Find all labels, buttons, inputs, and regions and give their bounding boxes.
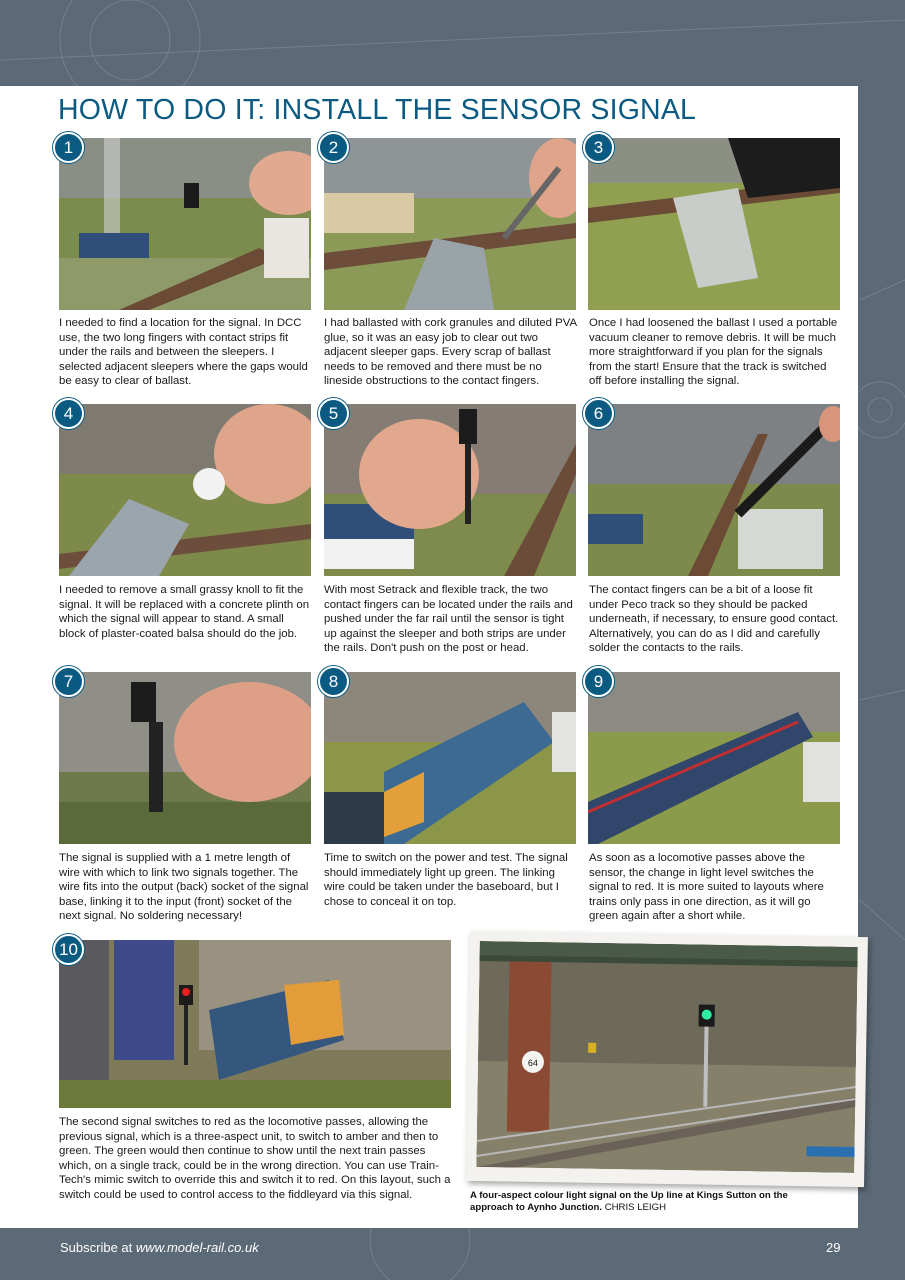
step-4-photo (59, 404, 311, 576)
step-8-photo (324, 672, 576, 844)
page-number: 29 (826, 1240, 841, 1255)
step-8-badge: 8 (318, 666, 349, 697)
step-2-badge: 2 (318, 132, 349, 163)
step-9-photo (588, 672, 840, 844)
prototype-photo-frame (466, 931, 868, 1187)
step-10-badge: 10 (53, 934, 84, 965)
step-4-caption: I needed to remove a small grassy knoll to fit the signal. It will be replaced with a concrete plinth on which the signal will appear to stand. A small block of plaster-coated balsa should do the job. (59, 584, 310, 640)
step-3-badge: 3 (583, 132, 614, 163)
step-3-caption: Once I had loosened the ballast I used a portable vacuum cleaner to remove debris. It will be much more straightforward if you plan for the signals from the start! Ensure that the track is switched off before installing the signal. (589, 317, 838, 388)
step-7-caption: The signal is supplied with a 1 metre length of wire with which to link two signals together. The wire fits into the output (back) socket of the signal base, linking it to the input (front) socket of the next signal. No soldering necessary! (59, 852, 309, 923)
step-6-badge: 6 (583, 398, 614, 429)
step-2-caption: I had ballasted with cork granules and diluted PVA glue, so it was an easy job to clear out two adjacent sleeper gaps. Every scrap of ballast needs to be removed and there must be no lineside obstructions to the contact fingers. (324, 317, 577, 388)
step-7-photo (59, 672, 311, 844)
step-1-badge: 1 (53, 132, 84, 163)
step-7-badge: 7 (53, 666, 84, 697)
step-5-caption: With most Setrack and flexible track, the two contact fingers can be located under the rails and pushed under the far rail until the sensor is tight up against the sleeper and both strips are under the rails. Don't push on the post or head. (324, 584, 573, 655)
footer-bar (0, 1228, 905, 1280)
step-6-photo (588, 404, 840, 576)
photo-credit: CHRIS LEIGH (604, 1202, 666, 1213)
step-4-badge: 4 (53, 398, 84, 429)
prototype-photo-caption (470, 1190, 830, 1214)
step-9-badge: 9 (583, 666, 614, 697)
step-5-badge: 5 (318, 398, 349, 429)
step-10-caption: The second signal switches to red as the locomotive passes, allowing the previous signal, which is a three-aspect unit, to switch to amber and then to green. The green would then continue to show until the next train passes which, on a single track, could be in the wrong direction. You can use Train-Tech's mimic switch to override this and switch it to red. On this layout, such a switch could be used to control access to the fiddleyard via this signal. (59, 1116, 451, 1201)
step-3-photo (588, 138, 840, 310)
step-5-photo (324, 404, 576, 576)
page-title: HOW TO DO IT: INSTALL THE SENSOR SIGNAL (58, 94, 697, 126)
caption-bold-text: A four-aspect colour light signal on the Up line at Kings Sutton on the approach to Aynho Junction. (470, 1190, 788, 1213)
step-8-caption: Time to switch on the power and test. The signal should immediately light up green. The linking wire could be taken under the baseboard, but I chose to conceal it on top. (324, 852, 568, 908)
footer-subscribe (60, 1240, 259, 1255)
step-6-caption: The contact fingers can be a bit of a loose fit under Peco track so they should be packed underneath, if necessary, to ensure good contact. Alternatively, you can do as I did and carefully solder the contacts to the rails. (589, 584, 839, 655)
step-10-photo (59, 940, 451, 1108)
step-2-photo (324, 138, 576, 310)
step-9-caption: As soon as a locomotive passes above the sensor, the change in light level switches the signal to red. It is more suited to layouts where trains only pass in one direction, as it will go green again after a short while. (589, 852, 824, 923)
step-1-caption: I needed to find a location for the signal. In DCC use, the two long fingers with contact strips fit under the rails and between the sleepers. I selected adjacent sleepers where the gaps would be easy to clear of ballast. (59, 317, 308, 388)
prototype-photo (476, 941, 858, 1173)
subscribe-prefix: Subscribe at (60, 1240, 133, 1255)
step-1-photo (59, 138, 311, 310)
milepost-number: 64 (527, 1057, 539, 1068)
subscribe-link[interactable]: www.model-rail.co.uk (135, 1240, 259, 1255)
